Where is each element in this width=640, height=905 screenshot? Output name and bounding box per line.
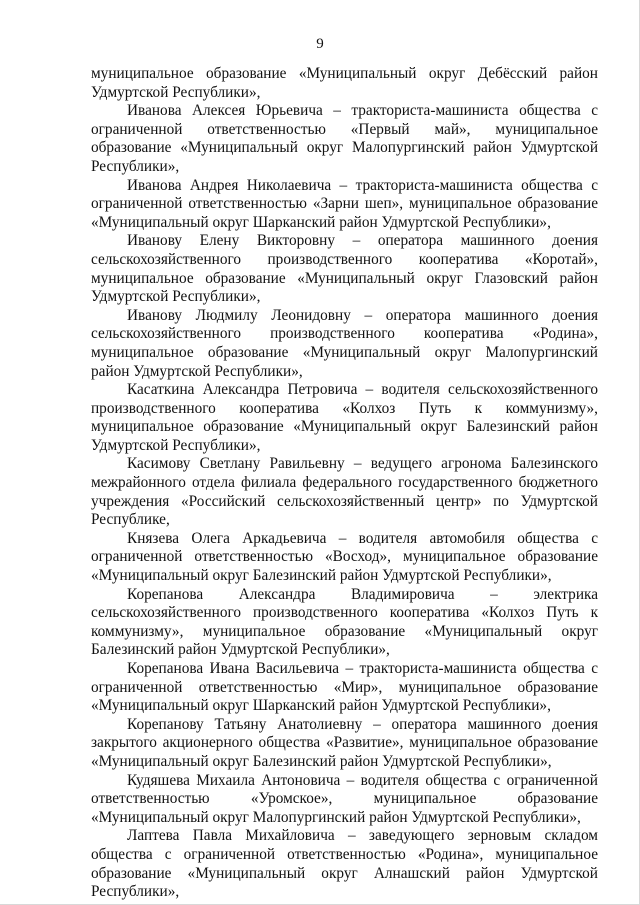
page-number: 9 [316, 36, 324, 52]
paragraph: Корепанову Татьяну Анатолиевну – оператора машинного доения закрытого акционерного общества «Развитие», муниципальное образование «Муниципальный округ Балезинский район Удмуртской Республики», [91, 715, 598, 770]
paragraph: Иванову Елену Викторовну – оператора машинного доения сельскохозяйственного производственного кооператива «Коротай», муниципальное образование «Муниципальный округ Глазовский район Удмуртской Республики», [91, 232, 598, 306]
paragraph: Корепанова Александра Владимировича – электрика сельскохозяйственного производственного кооператива «Колхоз Путь к коммунизму», муниципальное образование «Муниципальный округ Балезинский район Удмуртской Республики», [91, 585, 598, 659]
document-body [91, 65, 598, 902]
paragraph: Иванова Андрея Николаевича – тракториста-машиниста общества с ограниченной ответственностью «Зарни шеп», муниципальное образование «Муниципальный округ Шарканский район Удмуртской Республики», [91, 176, 598, 231]
paragraph: Князева Олега Аркадьевича – водителя автомобиля общества с ограниченной ответственностью «Восход», муниципальное образование «Муниципальный округ Балезинский район Удмуртской Республики», [91, 529, 598, 585]
paragraph: Кудяшева Михаила Антоновича – водителя общества с ограниченной ответственностью «Уромское», муниципальное образование «Муниципальный округ Малопургинский район Удмуртской Республики», [91, 771, 598, 826]
paragraph: Иванова Алексея Юрьевича – тракториста-машиниста общества с ограниченной ответственностью «Первый май», муниципальное образование «Муниципальный округ Малопургинский район Удмуртской Республики», [91, 102, 598, 175]
paragraph: Иванову Людмилу Леонидовну – оператора машинного доения сельскохозяйственного производственного кооператива «Родина», муниципальное образование «Муниципальный округ Малопургинский район Удмуртской Республики», [91, 306, 598, 380]
paragraph: Корепанова Ивана Васильевича – тракториста-машиниста общества с ограниченной ответственностью «Мир», муниципальное образование «Муниципальный округ Шарканский район Удмуртской Республики», [91, 660, 598, 715]
paragraph: Касаткина Александра Петровича – водителя сельскохозяйственного производственного кооператива «Колхоз Путь к коммунизму», муниципальное образование «Муниципальный округ Балезинский район Удмуртской Республики», [91, 381, 598, 454]
paragraph: Лаптева Павла Михайловича – заведующего зерновым складом общества с ограниченной ответственностью «Родина», муниципальное образование «Муниципальный округ Алнашский район Удмуртской Республики», [91, 827, 598, 901]
paragraph: муниципальное образование «Муниципальный округ Дебёсский район Удмуртской Республики», [91, 65, 598, 101]
paragraph: Касимову Светлану Равильевну – ведущего агронома Балезинского межрайонного отдела филиала федерального государственного бюджетного учреждения «Российский сельскохозяйственный центр» по Удмуртской Республике, [91, 455, 598, 529]
